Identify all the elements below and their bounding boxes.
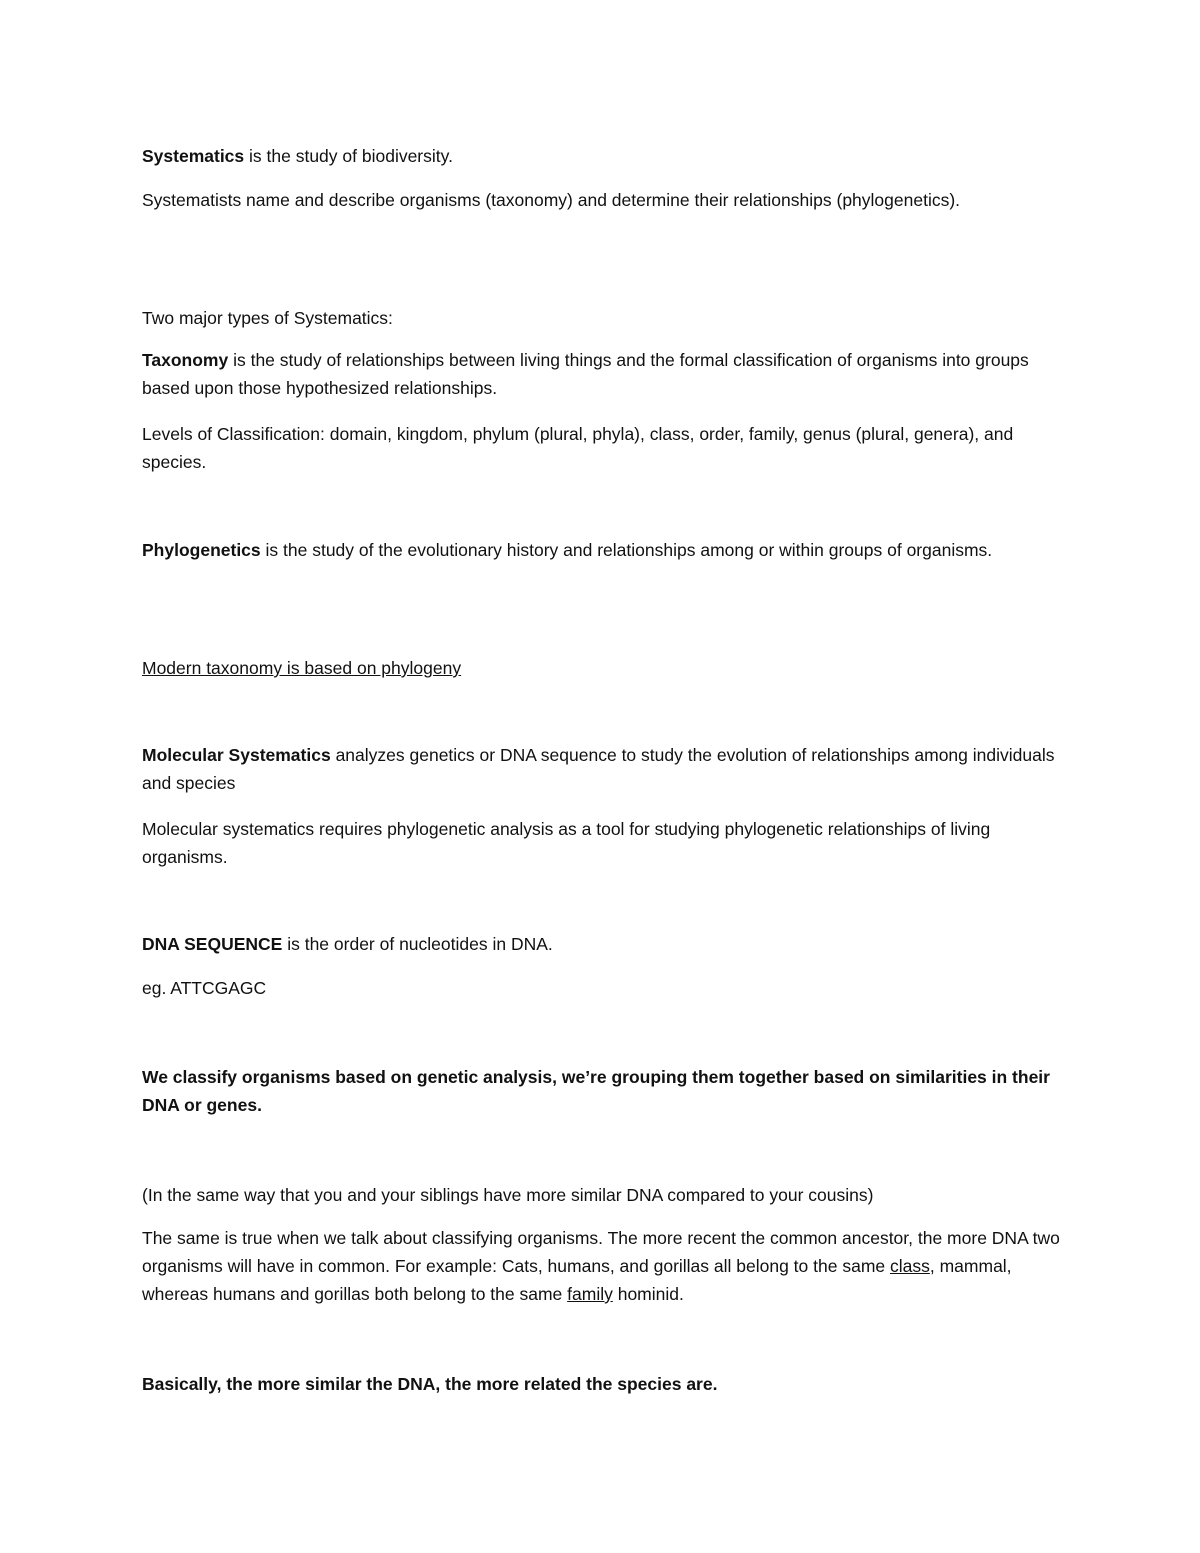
- systematics-definition: [142, 142, 1072, 170]
- family-word: family: [567, 1284, 613, 1304]
- summary-statement: Basically, the more similar the DNA, the more related the species are.: [142, 1374, 718, 1394]
- taxonomy-term: Taxonomy: [142, 350, 229, 370]
- molecular-systematics-definition: [142, 741, 1072, 797]
- explanation-part-3: hominid.: [612, 1284, 684, 1304]
- class-word: class: [890, 1256, 930, 1276]
- classification-statement: We classify organisms based on genetic analysis, we’re grouping them together based on similarities in their DNA or genes.: [142, 1067, 1050, 1115]
- molecular-systematics-term: Molecular Systematics: [142, 745, 331, 765]
- phylogenetics-term: Phylogenetics: [142, 540, 261, 560]
- molecular-systematics-note: Molecular systematics requires phylogenetic analysis as a tool for studying phylogenetic relationships of living organisms.: [142, 819, 991, 867]
- siblings-analogy: (In the same way that you and your siblings have more similar DNA compared to your cousins): [142, 1185, 874, 1205]
- dna-sequence-definition-text: is the order of nucleotides in DNA.: [282, 934, 553, 954]
- common-ancestor-explanation: [142, 1224, 1072, 1308]
- phylogenetics-definition-text: is the study of the evolutionary history and relationships among or within groups of organisms.: [260, 540, 993, 560]
- dna-sequence-example: eg. ATTCGAGC: [142, 978, 267, 998]
- dna-sequence-definition: [142, 930, 1072, 958]
- two-types-heading: Two major types of Systematics:: [142, 308, 393, 328]
- molecular-systematics-definition-text: analyzes genetics or DNA sequence to study the evolution of relationships among individuals and species: [142, 745, 1055, 793]
- taxonomy-definition-text: is the study of relationships between living things and the formal classification of organisms into groups based upon those hypothesized relationships.: [142, 350, 1029, 398]
- phylogenetics-definition: [142, 536, 1072, 564]
- taxonomy-definition: [142, 346, 1072, 402]
- dna-sequence-term: DNA SEQUENCE: [142, 934, 283, 954]
- systematics-definition-text: is the study of biodiversity.: [244, 146, 453, 166]
- modern-taxonomy-note: Modern taxonomy is based on phylogeny: [142, 658, 462, 678]
- explanation-part-2: , mammal, whereas humans and gorillas both belong to the same: [142, 1256, 1012, 1304]
- systematics-term: Systematics: [142, 146, 245, 166]
- explanation-part-1: The same is true when we talk about classifying organisms. The more recent the common ancestor, the more DNA two organisms will have in common. For example: Cats, humans, and gorillas all belong to the same: [142, 1228, 1060, 1276]
- systematists-description: Systematists name and describe organisms (taxonomy) and determine their relationships (phylogenetics).: [142, 190, 961, 210]
- levels-of-classification: Levels of Classification: domain, kingdom, phylum (plural, phyla), class, order, family, genus (plural, genera), and species.: [142, 424, 1014, 472]
